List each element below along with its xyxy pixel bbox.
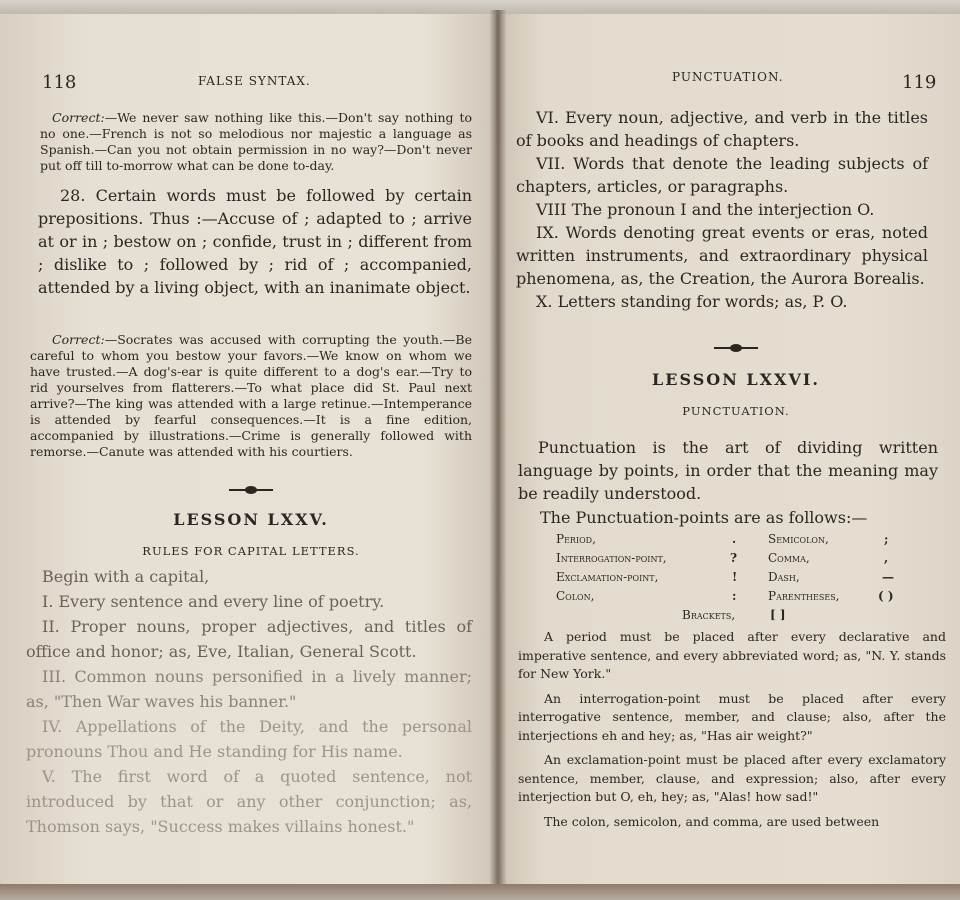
lesson-75-title: LESSON LXXV. <box>173 510 329 529</box>
points-row <box>556 589 956 608</box>
capital-rule-2: II. Proper nouns, proper adjectives, and titles of office and honor; as, Eve, Italian, General Scott. <box>26 617 472 661</box>
rules-paragraphs <box>518 628 946 831</box>
capital-rule-4: IV. Appellations of the Deity, and the personal pronouns Thou and He standing for His name. <box>26 717 472 761</box>
point-symbol: ( ) <box>878 589 894 603</box>
point-symbol: ? <box>730 551 738 565</box>
ornament-divider <box>229 486 273 494</box>
points-row <box>556 532 956 551</box>
interrogation-rule: An interrogation-point must be placed after every interrogative sentence, member, and clause; also, after the interjections eh and hey; as, "Has air weight?" <box>518 690 946 743</box>
punctuation-points-table <box>556 532 956 627</box>
right-running-head: PUNCTUATION. <box>672 70 784 84</box>
correct-text-1: —We never saw nothing like this.—Don't say nothing to no one.—French is not so melodious nor majestic a language as Spanish.—Can you not obtain permission in no way?—Don't never put off till to-morrow what can be done to-day. <box>40 110 472 173</box>
book-gutter <box>490 10 506 890</box>
capital-rule-6: VI. Every noun, adjective, and verb in the titles of books and headings of chapters. <box>516 108 928 150</box>
point-symbol: — <box>882 570 894 584</box>
point-symbol: , <box>884 551 889 565</box>
points-intro: The Punctuation-points are as follows:— <box>540 508 868 527</box>
capital-rules <box>26 564 472 839</box>
correct-label-1: Correct: <box>52 110 105 125</box>
capital-rule-1: I. Every sentence and every line of poetry. <box>42 592 385 611</box>
point-name: Brackets, <box>682 608 736 622</box>
capital-rules-continued <box>516 106 928 313</box>
point-symbol: ! <box>732 570 738 584</box>
point-name: Colon, <box>556 589 595 603</box>
capital-rule-9: IX. Words denoting great events or eras, noted written instruments, and extraordinary physical phenomena, as, the Creation, the Aurora Borealis. <box>516 223 928 288</box>
left-page <box>0 14 496 886</box>
point-symbol: [ ] <box>770 608 786 622</box>
colon-rule: The colon, semicolon, and comma, are used between <box>544 813 880 829</box>
point-name: Exclamation-point, <box>556 570 659 584</box>
ornament-divider <box>714 344 758 352</box>
point-name: Semicolon, <box>768 532 829 546</box>
punctuation-definition: Punctuation is the art of dividing written language by points, in order that the meaning may be readily understood. <box>518 438 938 503</box>
lesson-76-title: LESSON LXXVI. <box>652 370 820 389</box>
point-name: Period, <box>556 532 596 546</box>
left-page-number: 118 <box>42 72 77 93</box>
right-page-number: 119 <box>902 72 937 93</box>
point-name: Parentheses, <box>768 589 840 603</box>
points-row <box>556 570 956 589</box>
capital-rule-8: VIII The pronoun I and the interjection O. <box>536 200 875 219</box>
correct-block-2 <box>30 332 472 460</box>
point-name: Dash, <box>768 570 800 584</box>
capital-rule-7: VII. Words that denote the leading subjects of chapters, articles, or paragraphs. <box>516 154 928 196</box>
capital-rule-3: III. Common nouns personified in a lively manner; as, "Then War waves his banner." <box>26 667 472 711</box>
point-name: Interrogation-point, <box>556 551 667 565</box>
point-name: Comma, <box>768 551 810 565</box>
lesson-76-subtitle: PUNCTUATION. <box>682 404 790 418</box>
point-symbol: ; <box>884 532 889 546</box>
capital-rule-5: V. The first word of a quoted sentence, not introduced by that or any other conjunction; as, Thomson says, "Success makes villains honest." <box>26 767 472 836</box>
period-rule: A period must be placed after every declarative and imperative sentence, and every abbreviated word; as, "N. Y. stands for New York." <box>518 629 946 681</box>
correct-text-2: —Socrates was accused with corrupting the youth.—Be careful to whom you bestow your favors.—We know on whom we have trusted.—A dog's-ear is quite different to a dog's ear.—Try to rid yourselves from flatterers.—To what place did St. Paul next arrive?—The king was attended with a large retinue.—Intemperance is attended by fearful consequences.—It is a fine edition, accompanied by illustrations.—Crime is generally followed with remorse.—Canute was attended with his courtiers. <box>30 332 472 459</box>
correct-block-1 <box>40 110 472 174</box>
lesson-76-ornament <box>516 344 956 352</box>
rule-28: 28. Certain words must be followed by certain prepositions. Thus :—Accuse of ; adapted to ; arrive at or in ; bestow on ; confide, trust in ; different from ; dislike to ; followed by ; rid of ; accompanied, attended by a living object, with an inanimate object. <box>38 186 472 297</box>
points-row <box>556 608 956 627</box>
capital-rule-10: X. Letters standing for words; as, P. O. <box>536 292 848 311</box>
capital-intro: Begin with a capital, <box>42 567 210 586</box>
right-page <box>500 14 960 886</box>
point-symbol: : <box>732 589 737 603</box>
left-running-head: FALSE SYNTAX. <box>198 74 311 88</box>
point-symbol: . <box>732 532 737 546</box>
lesson-75-subtitle: RULES FOR CAPITAL LETTERS. <box>142 544 360 558</box>
lesson-75-ornament <box>30 486 472 494</box>
bottom-edge <box>0 884 960 900</box>
correct-label-2: Correct: <box>52 332 105 347</box>
points-row <box>556 551 956 570</box>
exclamation-rule: An exclamation-point must be placed after every exclamatory sentence, member, clause, and expression; also, after every interjection but O, eh, hey; as, "Alas! how sad!" <box>518 752 946 804</box>
